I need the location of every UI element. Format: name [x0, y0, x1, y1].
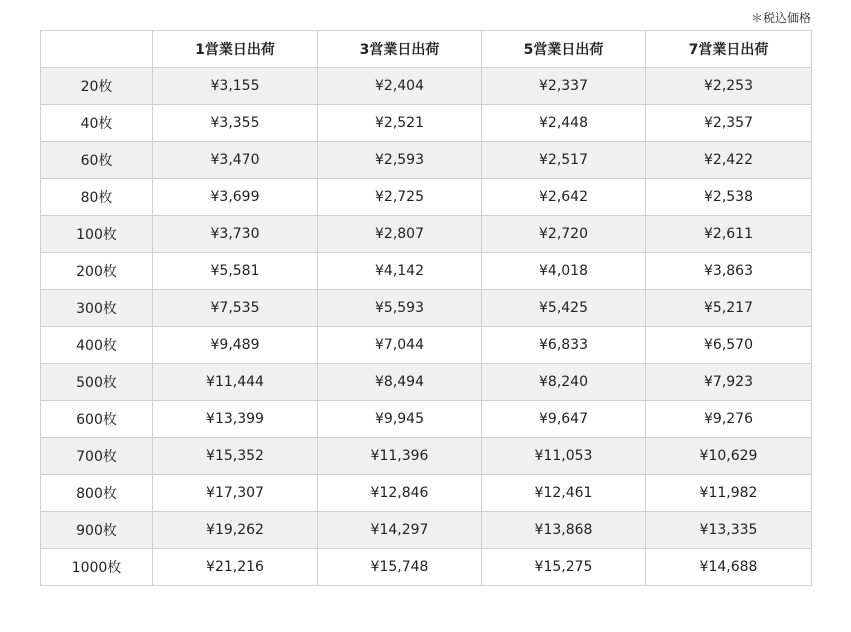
price-3-day-cell: ¥15,748: [318, 549, 482, 586]
table-row: [41, 179, 812, 216]
header-7-day: 7営業日出荷: [646, 31, 812, 68]
price-7-day-cell: ¥2,611: [646, 216, 812, 253]
price-1-day-cell: ¥3,730: [153, 216, 318, 253]
price-7-day-cell: ¥7,923: [646, 364, 812, 401]
price-1-day-cell: ¥21,216: [153, 549, 318, 586]
price-5-day-cell: ¥9,647: [482, 401, 646, 438]
price-5-day-cell: ¥13,868: [482, 512, 646, 549]
table-row: [41, 253, 812, 290]
price-3-day-cell: ¥2,725: [318, 179, 482, 216]
quantity-cell: 1000枚: [41, 549, 153, 586]
price-3-day-cell: ¥4,142: [318, 253, 482, 290]
price-7-day-cell: ¥2,357: [646, 105, 812, 142]
quantity-cell: 300枚: [41, 290, 153, 327]
price-5-day-cell: ¥5,425: [482, 290, 646, 327]
price-5-day-cell: ¥2,642: [482, 179, 646, 216]
table-row: [41, 142, 812, 179]
quantity-cell: 700枚: [41, 438, 153, 475]
price-1-day-cell: ¥19,262: [153, 512, 318, 549]
price-7-day-cell: ¥11,982: [646, 475, 812, 512]
quantity-cell: 800枚: [41, 475, 153, 512]
price-1-day-cell: ¥3,155: [153, 68, 318, 105]
price-7-day-cell: ¥2,253: [646, 68, 812, 105]
header-3-day: 3営業日出荷: [318, 31, 482, 68]
quantity-cell: 200枚: [41, 253, 153, 290]
price-3-day-cell: ¥2,807: [318, 216, 482, 253]
price-1-day-cell: ¥7,535: [153, 290, 318, 327]
price-7-day-cell: ¥6,570: [646, 327, 812, 364]
table-row: [41, 290, 812, 327]
price-7-day-cell: ¥13,335: [646, 512, 812, 549]
table-row: [41, 68, 812, 105]
tax-included-note: ＊税込価格: [750, 11, 811, 25]
price-3-day-cell: ¥8,494: [318, 364, 482, 401]
price-table: [40, 30, 812, 586]
quantity-cell: 900枚: [41, 512, 153, 549]
price-5-day-cell: ¥11,053: [482, 438, 646, 475]
table-body: [41, 68, 812, 586]
quantity-cell: 400枚: [41, 327, 153, 364]
price-3-day-cell: ¥11,396: [318, 438, 482, 475]
table-row: [41, 327, 812, 364]
quantity-cell: 40枚: [41, 105, 153, 142]
price-5-day-cell: ¥2,448: [482, 105, 646, 142]
table-row: [41, 105, 812, 142]
price-5-day-cell: ¥4,018: [482, 253, 646, 290]
header-1-day: 1営業日出荷: [153, 31, 318, 68]
price-7-day-cell: ¥3,863: [646, 253, 812, 290]
quantity-cell: 80枚: [41, 179, 153, 216]
price-7-day-cell: ¥2,422: [646, 142, 812, 179]
price-1-day-cell: ¥5,581: [153, 253, 318, 290]
price-7-day-cell: ¥10,629: [646, 438, 812, 475]
table-row: [41, 438, 812, 475]
price-3-day-cell: ¥5,593: [318, 290, 482, 327]
quantity-cell: 500枚: [41, 364, 153, 401]
price-3-day-cell: ¥2,521: [318, 105, 482, 142]
price-3-day-cell: ¥7,044: [318, 327, 482, 364]
price-1-day-cell: ¥3,470: [153, 142, 318, 179]
price-3-day-cell: ¥12,846: [318, 475, 482, 512]
price-3-day-cell: ¥2,404: [318, 68, 482, 105]
price-5-day-cell: ¥8,240: [482, 364, 646, 401]
header-quantity: [41, 31, 153, 68]
quantity-cell: 60枚: [41, 142, 153, 179]
table-row: [41, 549, 812, 586]
table-row: [41, 401, 812, 438]
price-7-day-cell: ¥5,217: [646, 290, 812, 327]
price-7-day-cell: ¥14,688: [646, 549, 812, 586]
price-3-day-cell: ¥14,297: [318, 512, 482, 549]
table-row: [41, 216, 812, 253]
price-5-day-cell: ¥12,461: [482, 475, 646, 512]
quantity-cell: 100枚: [41, 216, 153, 253]
table-row: [41, 364, 812, 401]
price-5-day-cell: ¥2,720: [482, 216, 646, 253]
price-3-day-cell: ¥9,945: [318, 401, 482, 438]
price-1-day-cell: ¥3,699: [153, 179, 318, 216]
price-1-day-cell: ¥17,307: [153, 475, 318, 512]
price-1-day-cell: ¥3,355: [153, 105, 318, 142]
price-1-day-cell: ¥13,399: [153, 401, 318, 438]
price-5-day-cell: ¥2,337: [482, 68, 646, 105]
price-5-day-cell: ¥15,275: [482, 549, 646, 586]
table-row: [41, 475, 812, 512]
table-header-row: [41, 31, 812, 68]
quantity-cell: 600枚: [41, 401, 153, 438]
price-7-day-cell: ¥2,538: [646, 179, 812, 216]
quantity-cell: 20枚: [41, 68, 153, 105]
price-1-day-cell: ¥15,352: [153, 438, 318, 475]
price-1-day-cell: ¥11,444: [153, 364, 318, 401]
price-5-day-cell: ¥6,833: [482, 327, 646, 364]
price-3-day-cell: ¥2,593: [318, 142, 482, 179]
header-5-day: 5営業日出荷: [482, 31, 646, 68]
table-row: [41, 512, 812, 549]
price-5-day-cell: ¥2,517: [482, 142, 646, 179]
price-1-day-cell: ¥9,489: [153, 327, 318, 364]
price-7-day-cell: ¥9,276: [646, 401, 812, 438]
